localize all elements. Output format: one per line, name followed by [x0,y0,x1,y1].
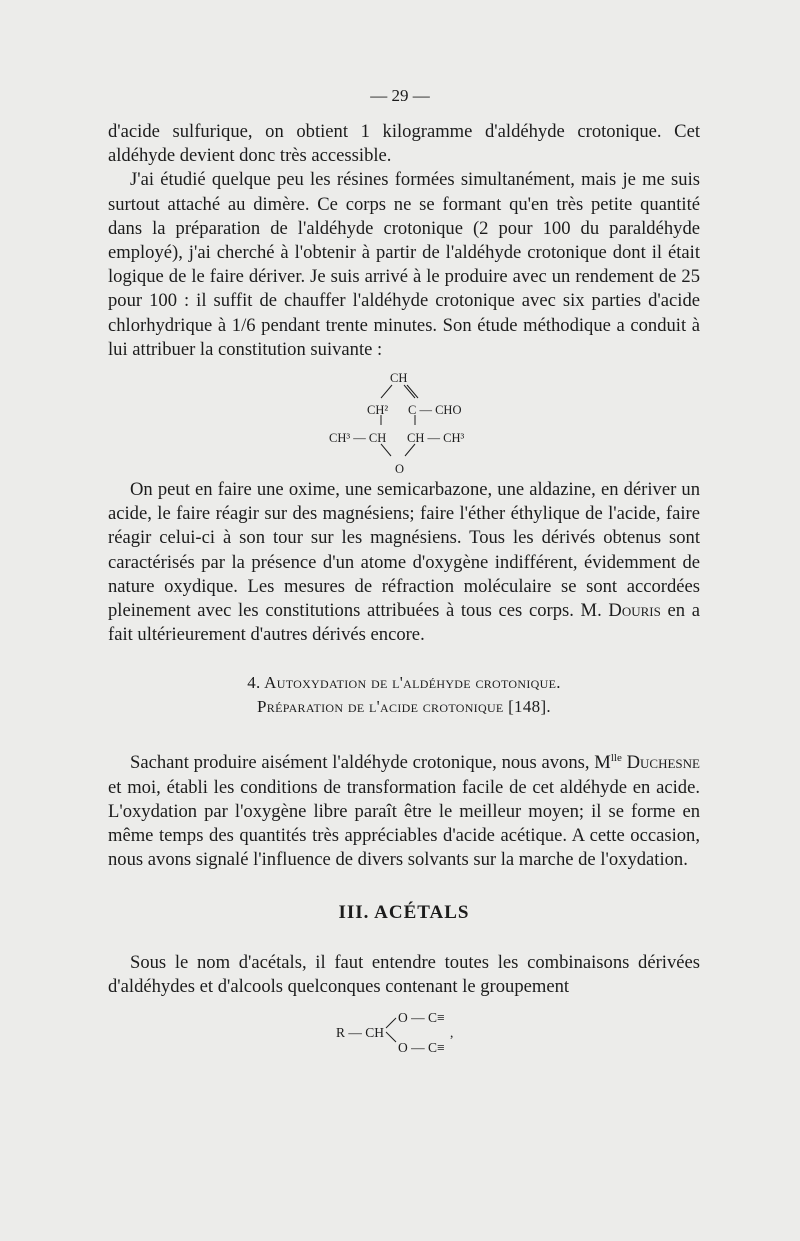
formula-c-cho: C — CHO [408,403,462,418]
paragraph-3-end: en a fait ultérieurement d'autres dérivés encore. [108,600,700,646]
author-duchesne: Duchesne [626,752,700,774]
formula-ch-ch3: CH — CH³ [407,431,465,446]
paragraph-4 [108,746,700,872]
paragraph-4-start: Sachant produire aisément l'aldéhyde crotonique, nous avons, M [130,752,611,774]
paragraph-1: d'acide sulfurique, on obtient 1 kilogramme d'aldéhyde crotonique. Cet aldéhyde devient donc très accessible. [108,121,700,167]
page-number: — 29 — [370,86,430,105]
acetal-o-top: O — C≡ [398,1010,445,1026]
acetal-comma: , [450,1025,454,1041]
paragraph-4-sup: lle [610,752,622,765]
paragraph-3-text: On peut en faire une oxime, une semicarbazone, une aldazine, en dériver un acide, le faire réagir sur des magnésiens; faire l'éther éthylique de l'acide, faire réagir celui-ci à son tour sur les magnésiens. Tous les dérivés obtenus sont caractérisés par la présence d'un atome d'oxygène indifférent, évidemment de nature oxydique. Les mesures de réfraction moléculaire se sont accordées pleinement avec les constitutions attribuées à tous ces corps. M. [108,479,700,622]
paragraph-2: J'ai étudié quelque peu les résines formées simultanément, mais je me suis surtout attaché au dimère. Ce corps ne se formant qu'en très petite quantité dans la préparation de l'aldéhyde crotonique (2 pour 100 du paraldéhyde employé), j'ai cherché à l'obtenir à partir de l'aldéhyde crotonique dont il était logique de le faire dériver. Je suis arrivé à le produire avec un rendement de 25 pour 100 : il suffit de chauffer l'aldéhyde crotonique avec six parties d'acide chlorhydrique à 1/6 pendant trente minutes. Son étude méthodique a conduit à lui attribuer la constitution suivante : [108,169,700,360]
page-body [108,120,700,1059]
formula-oxygen: O [395,462,405,477]
section-4-title-line-2: Préparation de l'acide crotonique [148]. [257,697,551,717]
spacer [108,719,700,746]
dimer-structural-formula [108,362,700,478]
acetal-r-ch: R — CH [336,1025,385,1041]
paragraph-5: Sous le nom d'acétals, il faut entendre toutes les combinaisons dérivées d'aldéhydes et d'alcools quelconques contenant le groupement [108,951,700,998]
formula-ch2: CH² [367,403,389,418]
formula-ch-top: CH [390,371,408,386]
paragraph-4-end: et moi, établi les conditions de transformation facile de cet aldéhyde en acide. L'oxydation par l'oxygène libre paraît être le meilleur moyen; il se forme en même temps des quantités très appréciables d'acide acétique. A cette occasion, nous avons signalé l'influence de divers solvants sur la marche de l'oxydation. [108,776,700,871]
spacer [108,873,700,901]
acetal-o-bottom: O — C≡ [398,1040,445,1056]
spacer [108,925,700,951]
formula-ch3-ch: CH³ — CH [329,431,387,446]
chapter-title: III. ACÉTALS [338,901,470,923]
section-4-title-line-1: 4. Autoxydation de l'aldéhyde crotonique. [247,673,561,693]
author-douris: Douris [608,600,661,622]
paragraph-3 [108,478,700,647]
spacer [108,647,700,671]
acetal-group-formula [108,999,700,1059]
